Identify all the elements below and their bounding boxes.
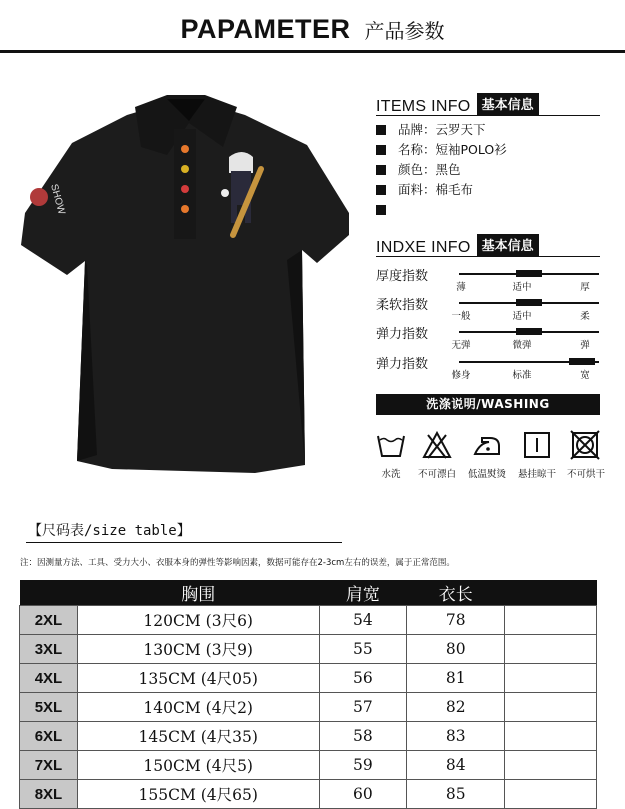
wash-label-3: 悬挂晾干 <box>517 469 556 480</box>
index-option: 修身 <box>451 370 471 381</box>
table-row <box>20 635 597 664</box>
chest-cell: 145CM (4尺35) <box>77 722 319 751</box>
info-row-brand: 品牌：云罗天下 <box>376 120 507 140</box>
size-cell: 3XL <box>20 635 78 664</box>
chest-cell: 120CM (3尺6) <box>77 606 319 635</box>
table-row <box>20 693 597 722</box>
index-option: 弹 <box>580 340 590 351</box>
wash-label-1: 不可漂白 <box>417 469 456 480</box>
size-table-header <box>20 580 597 606</box>
length-cell: 80 <box>407 635 505 664</box>
title-en: PAPAMETER <box>180 14 351 44</box>
index-option: 无弹 <box>451 340 471 351</box>
index-option: 一般 <box>451 311 471 322</box>
chest-cell: 150CM (4尺5) <box>77 751 319 780</box>
length-cell: 85 <box>407 780 505 809</box>
wash-tub-icon <box>376 430 406 464</box>
index-marker <box>516 328 542 335</box>
info-row-color: 颜色：黑色 <box>376 160 507 180</box>
extra-cell <box>505 722 597 751</box>
index-option: 微弹 <box>512 340 532 351</box>
info-row-fabric: 面料：棉毛布 <box>376 180 507 200</box>
wash-label-0: 水洗 <box>381 469 401 480</box>
page-title <box>0 14 625 45</box>
wash-label-4: 不可烘干 <box>566 469 605 480</box>
size-cell: 8XL <box>20 780 78 809</box>
index-label: 柔软指数 <box>376 298 429 313</box>
shoulder-cell: 54 <box>319 606 407 635</box>
chest-cell: 155CM (4尺65) <box>77 780 319 809</box>
table-row <box>20 722 597 751</box>
washing-title: 洗涤说明/WASHING <box>376 394 600 415</box>
shoulder-cell: 60 <box>319 780 407 809</box>
index-option: 标准 <box>512 370 532 381</box>
no-tumble-dry-icon <box>570 430 600 464</box>
items-info-divider <box>376 115 600 116</box>
header-size <box>20 580 78 606</box>
index-option: 厚 <box>580 282 590 293</box>
extra-cell <box>505 606 597 635</box>
index-marker <box>516 299 542 306</box>
shoulder-cell: 56 <box>319 664 407 693</box>
title-cn: 产品参数 <box>364 19 445 43</box>
header-chest: 胸围 <box>77 580 319 606</box>
extra-cell <box>505 751 597 780</box>
shoulder-cell: 58 <box>319 722 407 751</box>
index-option: 适中 <box>512 311 532 322</box>
index-label: 厚度指数 <box>376 269 429 284</box>
table-row <box>20 780 597 809</box>
no-bleach-icon <box>422 430 452 464</box>
index-info-badge: 基本信息 <box>477 234 539 256</box>
items-info-list <box>376 120 507 220</box>
size-table <box>19 580 597 809</box>
shoulder-cell: 59 <box>319 751 407 780</box>
table-row <box>20 751 597 780</box>
extra-cell <box>505 693 597 722</box>
index-label: 弹力指数 <box>376 357 429 372</box>
iron-low-icon <box>472 430 502 464</box>
size-title-divider <box>26 542 342 543</box>
measurement-note: 注：因测量方法、工具、受力大小、衣服本身的弹性等影响因素，数据可能存在2-3cm左右的误差，属于正常范围。 <box>20 558 455 568</box>
table-row <box>20 606 597 635</box>
length-cell: 82 <box>407 693 505 722</box>
length-cell: 83 <box>407 722 505 751</box>
product-image <box>17 85 355 480</box>
index-option: 柔 <box>580 311 590 322</box>
header-divider <box>0 50 625 53</box>
length-cell: 78 <box>407 606 505 635</box>
info-row-empty <box>376 200 507 220</box>
chest-cell: 135CM (4尺05) <box>77 664 319 693</box>
size-cell: 4XL <box>20 664 78 693</box>
extra-cell <box>505 635 597 664</box>
index-marker <box>569 358 595 365</box>
chest-cell: 130CM (3尺9) <box>77 635 319 664</box>
index-info-heading: INDXE INFO 基本信息 <box>376 234 539 257</box>
hang-dry-icon <box>522 430 552 464</box>
size-cell: 2XL <box>20 606 78 635</box>
items-info-badge: 基本信息 <box>477 93 539 115</box>
header-extra <box>505 580 597 606</box>
index-label: 弹力指数 <box>376 327 429 342</box>
size-cell: 6XL <box>20 722 78 751</box>
shoulder-cell: 55 <box>319 635 407 664</box>
extra-cell <box>505 664 597 693</box>
info-row-name: 名称：短袖POLO衫 <box>376 140 507 160</box>
length-cell: 84 <box>407 751 505 780</box>
extra-cell <box>505 780 597 809</box>
length-cell: 81 <box>407 664 505 693</box>
shoulder-cell: 57 <box>319 693 407 722</box>
wash-label-2: 低温熨烫 <box>467 469 506 480</box>
chest-cell: 140CM (4尺2) <box>77 693 319 722</box>
size-cell: 7XL <box>20 751 78 780</box>
items-info-heading: ITEMS INFO 基本信息 <box>376 93 539 116</box>
sleeve-text: SHOW <box>48 182 67 216</box>
table-row <box>20 664 597 693</box>
polo-shirt-illustration <box>17 85 355 480</box>
index-option: 薄 <box>456 282 466 293</box>
size-table-title: 【尺码表/size table】 <box>28 523 191 539</box>
index-info-divider <box>376 256 600 257</box>
header-shoulder: 肩宽 <box>319 580 407 606</box>
size-cell: 5XL <box>20 693 78 722</box>
index-marker <box>516 270 542 277</box>
header-length: 衣长 <box>407 580 505 606</box>
index-option: 适中 <box>512 282 532 293</box>
index-option: 宽 <box>580 370 590 381</box>
